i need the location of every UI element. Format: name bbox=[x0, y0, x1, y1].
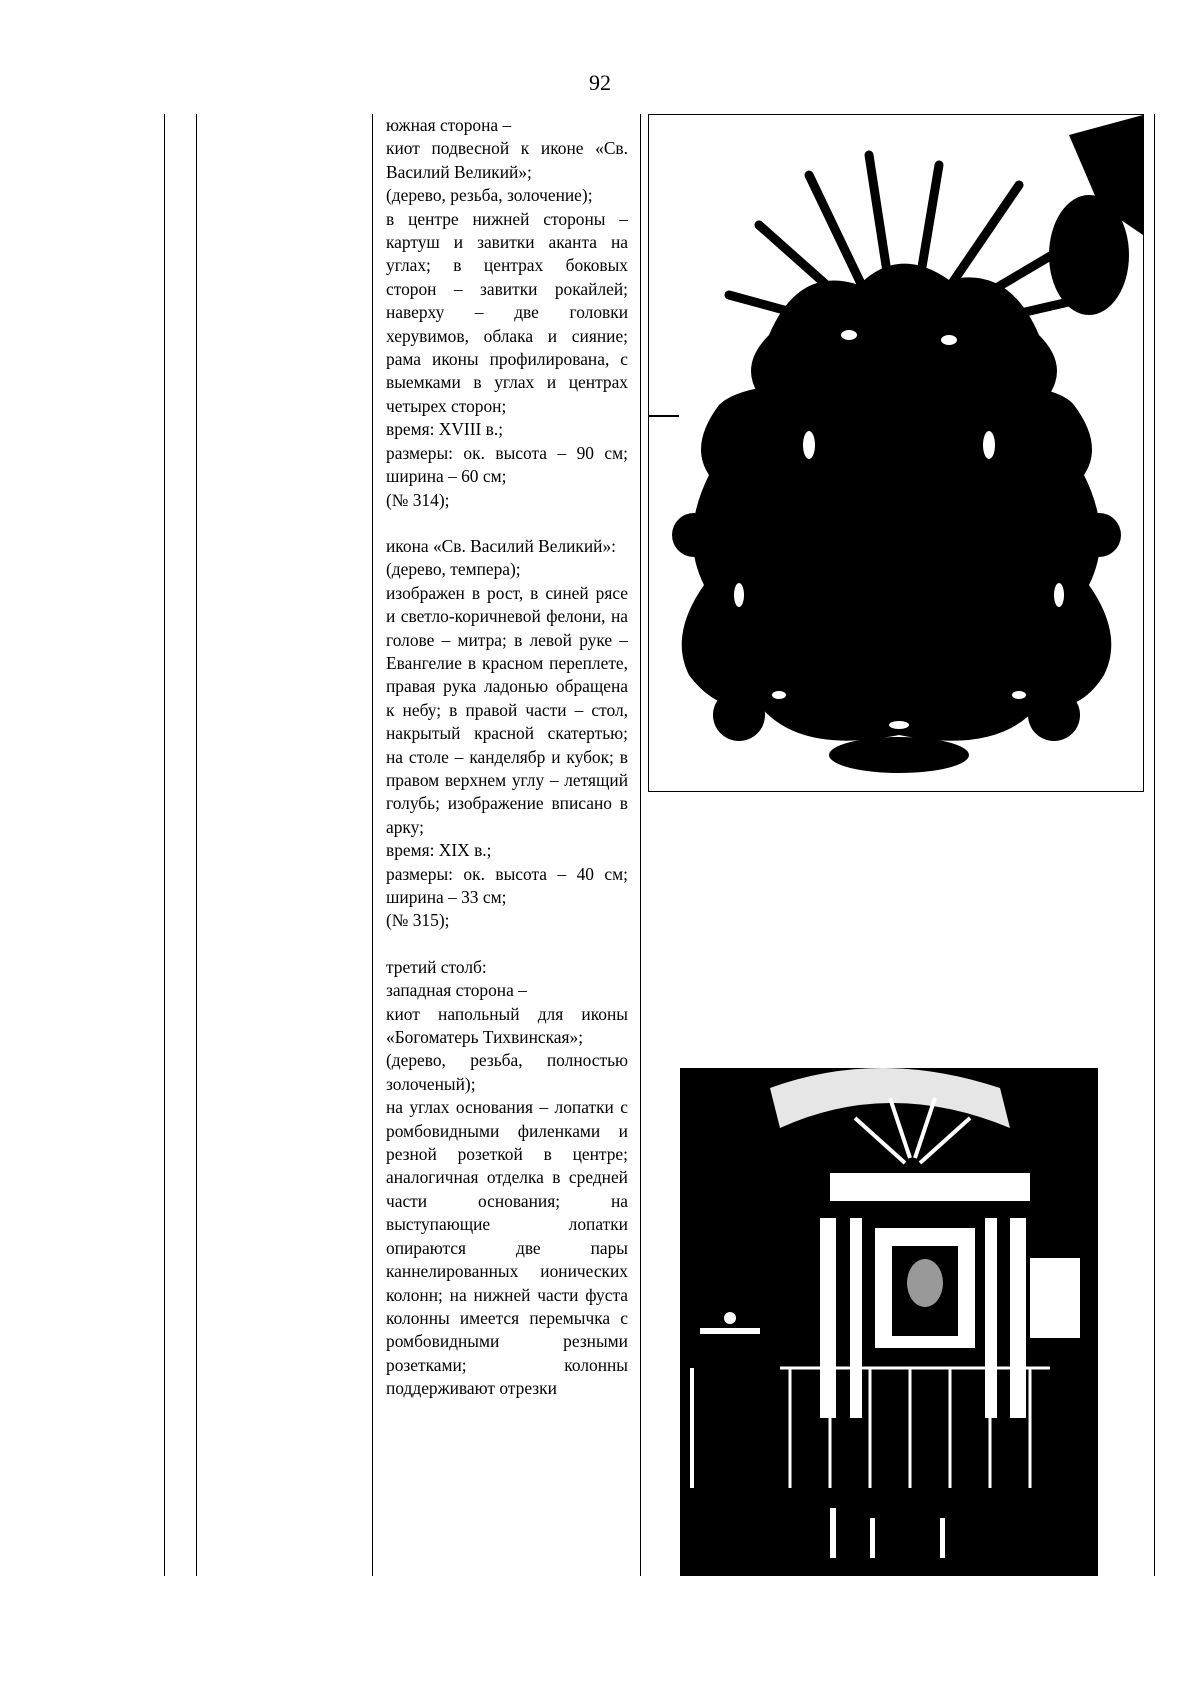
description-line: икона «Св. Василий Великий»: bbox=[386, 535, 617, 556]
description-line: южная сторона – bbox=[386, 115, 512, 135]
description-line: в центре нижней стороны – картуш и завитки аканта на углах; в центрах боковых сторон – завитки рокайлей; наверху – две головки херувимов, облака и сияние; рама иконы профилирована, с выемками в углах и центрах четырех сторон; bbox=[386, 208, 628, 416]
description-line: на углах основания – лопатки с ромбовидными филенками и резной розеткой в центре; аналогичная отделка в средней части основания; на выступающие лопатки опираются две пары каннелированных ионических колонн; на нижней части фуста колонны имеется перемычка с ромбовидными резными розетками; колонны поддерживают отрезки bbox=[386, 1097, 628, 1399]
description-line: время: XIX в.; bbox=[386, 840, 492, 861]
description-line: время: XVIII в.; bbox=[386, 419, 504, 440]
table-border-col1 bbox=[196, 114, 197, 1576]
page-number: 92 bbox=[589, 70, 611, 95]
description-line: киот подвесной к иконе «Св. Василий Великий»; bbox=[386, 138, 628, 182]
description-line: (№ 315); bbox=[386, 910, 450, 931]
description-column bbox=[386, 114, 628, 1424]
ornate-kiot-photo-graphic bbox=[649, 115, 1143, 791]
ornate-kiot-photo bbox=[648, 114, 1144, 792]
description-line: изображен в рост, в синей рясе и светло-коричневой фелони, на голове – митра; в левой руке – Евангелие в красном переплете, правая рука ладонью обращена к небу; в правой части – стол, накрытый красной скатертью; на столе – канделябр и кубок; в правом верхнем углу – летящий голубь; изображение вписано в арку; bbox=[386, 582, 628, 837]
description-block-icon bbox=[386, 535, 628, 933]
floor-kiot-photo bbox=[680, 1068, 1098, 1576]
description-line: размеры: ок. высота – 40 см; ширина – 33 см; bbox=[386, 863, 628, 907]
description-block-kiot bbox=[386, 114, 628, 512]
table-border-right bbox=[1154, 114, 1155, 1576]
description-line: третий столб: bbox=[386, 956, 487, 977]
description-line: (дерево, резьба, золочение); bbox=[386, 185, 593, 206]
description-line: (дерево, темпера); bbox=[386, 559, 521, 580]
floor-kiot-photo-graphic bbox=[680, 1068, 1098, 1576]
table-border-left bbox=[164, 114, 165, 1576]
table-border-col2 bbox=[372, 114, 373, 1576]
description-line: киот напольный для иконы «Богоматерь Тихвинская»; bbox=[386, 1003, 628, 1048]
description-line: (дерево, резьба, полностью золоченый); bbox=[386, 1050, 628, 1094]
description-line: размеры: ок. высота – 90 см; ширина – 60 см; bbox=[386, 442, 628, 487]
description-line: западная сторона – bbox=[386, 980, 527, 1001]
description-line: (№ 314); bbox=[386, 489, 450, 510]
description-block-third-pillar bbox=[386, 956, 628, 1401]
table-border-col3 bbox=[640, 114, 641, 1576]
